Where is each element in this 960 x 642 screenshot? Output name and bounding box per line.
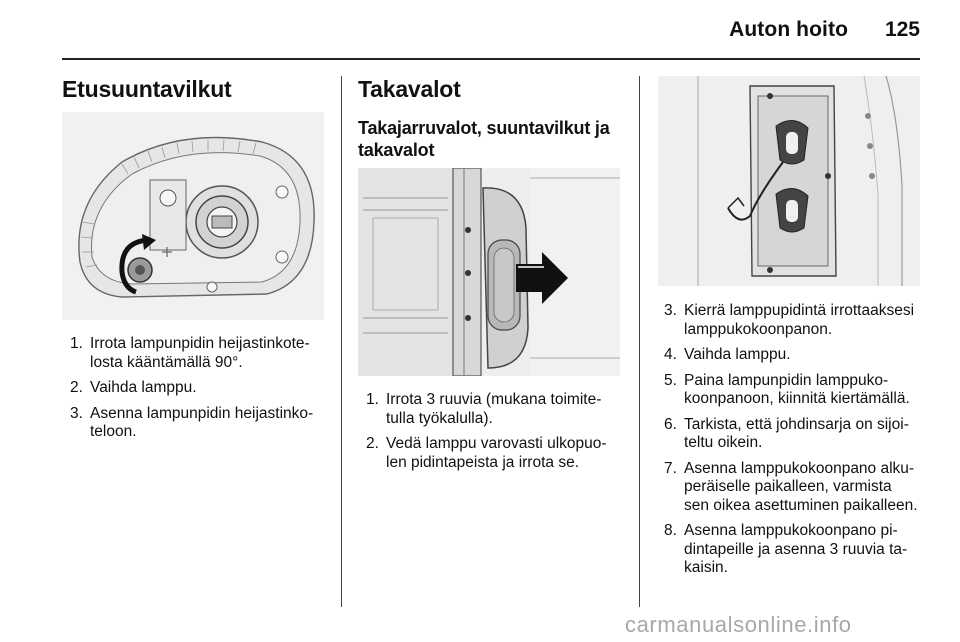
step-number: 4.	[664, 346, 677, 363]
list-item	[70, 335, 332, 372]
step-text: Tarkista, että johdinsarja on sijoi- teltu oikein.	[684, 415, 909, 451]
step-text: Irrota lampunpidin heijastinkote- losta kääntämällä 90°.	[90, 335, 310, 371]
step-number: 8.	[664, 522, 677, 539]
column-divider	[639, 76, 640, 607]
list-item	[664, 346, 934, 365]
right-steps-list	[664, 302, 934, 585]
step-text: Asenna lampunpidin heijastinko- teloon.	[90, 404, 314, 440]
step-text: Kierrä lamppupidintä irrottaaksesi lamppukokoonpanon.	[684, 302, 915, 338]
step-text: Vedä lamppu varovasti ulkopuo- len pidintapeista ja irrota se.	[386, 435, 607, 471]
step-number: 1.	[366, 391, 379, 408]
step-number: 1.	[70, 335, 83, 352]
step-number: 7.	[664, 459, 677, 477]
column-divider	[341, 76, 342, 607]
section-title-rear-lamps: Takavalot	[358, 76, 461, 102]
step-text: Irrota 3 ruuvia (mukana toimite- tulla työkalulla).	[386, 391, 602, 427]
list-item	[70, 379, 332, 398]
middle-steps-list	[366, 391, 628, 479]
step-text: Paina lampunpidin lamppuko- koonpanoon, kiinnitä kiertämällä.	[684, 371, 910, 407]
step-number: 2.	[366, 435, 379, 452]
rear-lamp-removal-illustration	[358, 168, 620, 376]
page-number: 125	[884, 18, 920, 41]
step-text: Asenna lamppukokoonpano pi- dintapeille ja asenna 3 ruuvia ta- kaisin.	[684, 522, 908, 576]
list-item	[664, 416, 934, 453]
step-number: 3.	[664, 302, 677, 319]
page-header-title: Auton hoito	[729, 18, 848, 41]
list-item	[664, 302, 934, 339]
subsection-title: Takajarruvalot, suuntavilkut ja takavalot	[358, 118, 610, 160]
headlamp-rotate-illustration	[62, 112, 324, 320]
rear-bulb-holder-illustration	[658, 76, 920, 286]
step-number: 6.	[664, 415, 677, 433]
step-number: 5.	[664, 371, 677, 389]
list-item	[664, 460, 934, 516]
step-text: Vaihda lamppu.	[684, 346, 791, 363]
list-item	[664, 372, 934, 409]
left-steps-list	[70, 335, 332, 449]
watermark-text: carmanualsonline.info	[625, 612, 852, 637]
list-item	[366, 391, 628, 428]
list-item	[366, 435, 628, 472]
list-item	[70, 405, 332, 442]
section-title-front-indicators: Etusuuntavilkut	[62, 76, 232, 102]
step-number: 3.	[70, 404, 83, 422]
step-number: 2.	[70, 379, 83, 396]
list-item	[664, 522, 934, 578]
step-text: Vaihda lamppu.	[90, 379, 197, 396]
header-divider	[62, 58, 920, 60]
step-text: Asenna lamppukokoonpano alku- peräiselle paikalleen, varmista sen oikea asettuminen paikalleen.	[684, 459, 918, 514]
